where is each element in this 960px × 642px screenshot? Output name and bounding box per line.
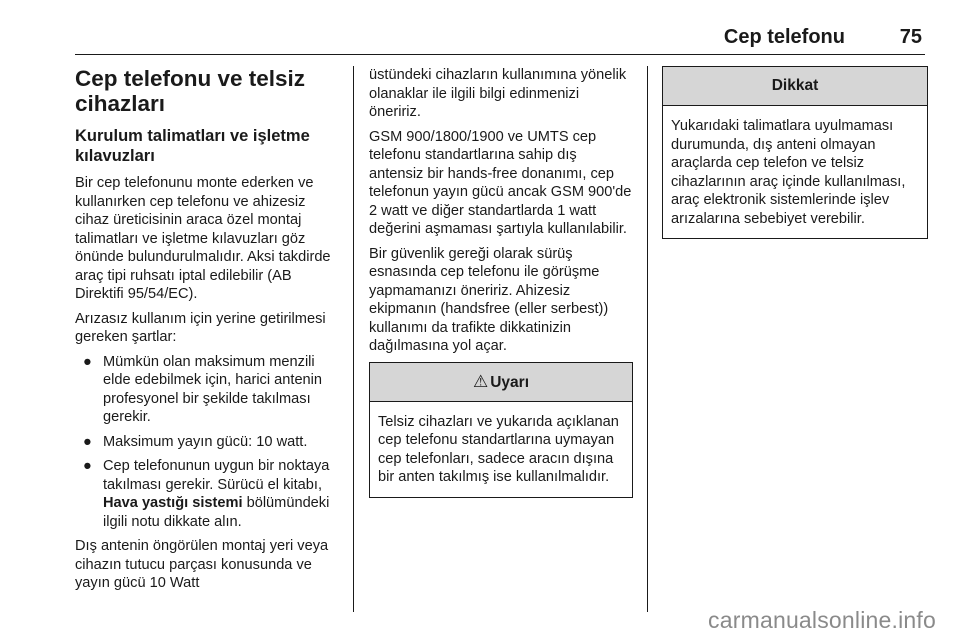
list-item	[75, 457, 341, 531]
caution-box	[662, 66, 928, 239]
caution-title: Dikkat	[663, 67, 927, 106]
watermark: carmanualsonline.info	[708, 607, 936, 633]
page-header	[75, 24, 925, 55]
column-1	[75, 66, 341, 599]
bullet-icon: ●	[83, 353, 92, 370]
warning-title: Uyarı	[490, 373, 530, 391]
section-subheading: Kurulum talimatları ve işletme kılavuzları	[75, 127, 310, 165]
column-divider-2	[647, 66, 648, 612]
paragraph-antenna: Dış antenin öngörülen montaj yeri veya cihazın tutucu parçası konusunda ve yayın gücü 10 Watt	[75, 538, 329, 591]
bullet-icon: ●	[83, 458, 92, 474]
warning-triangle-icon: ⚠	[472, 371, 489, 391]
column-2	[369, 66, 633, 498]
list-item-text: Cep telefonunun uygun bir noktaya takılması gerekir. Sürücü el kitabı, Hava yastığı sistemi bölümündeki ilgili notu dikkate alın.	[103, 458, 330, 530]
paragraph-gsm: GSM 900/1800/1900 ve UMTS cep telefonu standartlarına sahip dış antensiz bir hands-free donanımı, cep telefonun yayın gücü ancak GSM 900'de 2 watt ve diğer standartlarda 1 watt değerini aşmaması şartıyla kullanılabilir.	[369, 128, 632, 237]
column-3	[662, 66, 928, 239]
list-item-text: Maksimum yayın gücü: 10 watt.	[103, 433, 308, 450]
warning-text: Telsiz cihazları ve yukarıda açıklanan cep telefonu standartlarına uymayan cep telefonları, sadece aracın dışına bir anten takılmış ise kullanılmalıdır.	[378, 413, 619, 485]
conditions-list	[75, 353, 341, 532]
airbag-reference: Hava yastığı sistemi	[103, 495, 243, 511]
warning-box	[369, 362, 633, 498]
paragraph-intro: Bir cep telefonunu monte ederken ve kullanırken cep telefonu ve ahizesiz cihaz üreticisinin araca özel montaj talimatları ve işletme kılavuzları göz önünde bulundurulmalıdır. Aksi takdirde araç tipi ruhsatı iptal edilebilir (AB Direktifi 95/54/EC).	[75, 175, 331, 302]
caution-text: Yukarıdaki talimatlara uyulmaması durumunda, dış anteni olmayan araçlarda cep telefon ve telsiz cihazlarının araç içinde kullanılması, araç elektronik sistemlerinde işlev arızalarına sebebiyet verebilir.	[671, 118, 906, 227]
section-heading: Cep telefonu ve telsiz cihazları	[75, 66, 306, 116]
paragraph-conditions: Arızasız kullanım için yerine getirilmesi gereken şartlar:	[75, 310, 326, 345]
header-title: Cep telefonu	[723, 26, 845, 48]
warning-header	[370, 363, 632, 402]
list-item	[75, 433, 341, 452]
page-number: 75	[899, 26, 922, 48]
bullet-icon: ●	[83, 433, 92, 450]
paragraph-safety: Bir güvenlik gereği olarak sürüş esnasında cep telefonu ile görüşme yapmamanızı öneririz. Ahizesiz ekipmanın (handsfree (eller serbest)) kullanımı da trafikte dikkatinizin dağılmasına yol açar.	[369, 245, 609, 354]
list-item-text: Mümkün olan maksimum menzili elde edebilmek için, harici antenin profesyonel bir şekilde takılması gerekir.	[103, 353, 323, 425]
column-divider-1	[353, 66, 354, 612]
paragraph-continued: üstündeki cihazların kullanımına yönelik olanaklar ile ilgili bilgi edinmenizi öneririz.	[369, 67, 627, 120]
list-item	[75, 353, 341, 427]
